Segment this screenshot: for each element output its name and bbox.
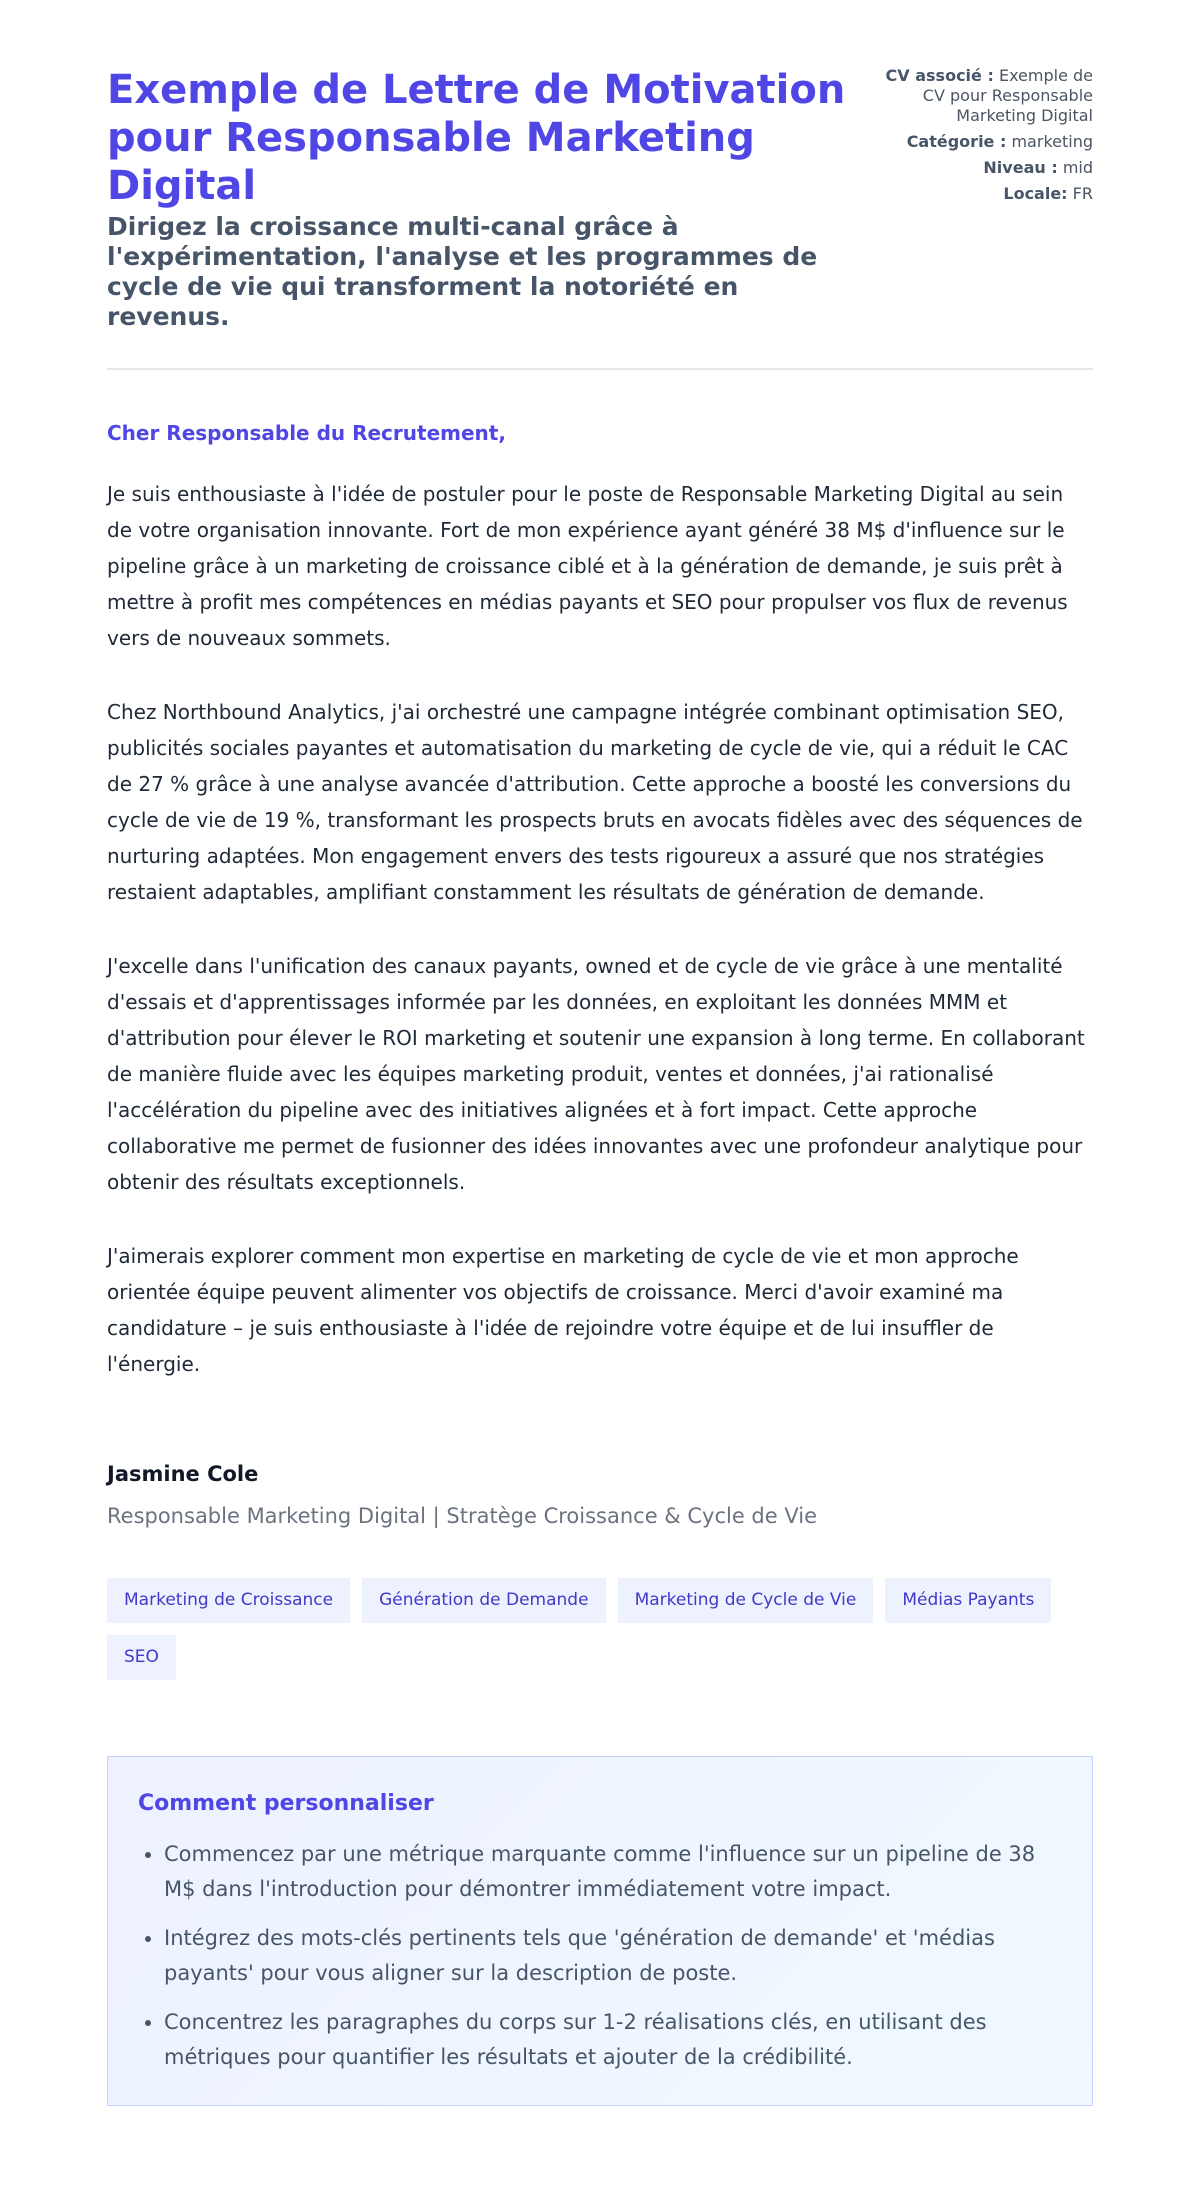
skill-tag: Marketing de Croissance (107, 1578, 350, 1623)
meta-cv (873, 66, 1093, 126)
meta-locale (873, 184, 1093, 204)
tip-item: • Intégrez des mots-clés pertinents tels que 'génération de demande' et 'médias payants' pour vous aligner sur la description de poste. (164, 1921, 1062, 1991)
meta-category-label: Catégorie : (906, 132, 1007, 151)
meta-locale-value: FR (1072, 184, 1093, 203)
customization-tips-box (107, 1756, 1093, 2106)
meta-cv-value[interactable]: Exemple de CV pour Responsable Marketing Digital (922, 66, 1093, 125)
skill-tag: Marketing de Cycle de Vie (618, 1578, 874, 1623)
document-header (107, 0, 1093, 370)
tip-item: • Commencez par une métrique marquante comme l'influence sur un pipeline de 38 M$ dans l'introduction pour démontrer immédiatement votre impact. (164, 1837, 1062, 1907)
header-left (107, 66, 847, 332)
letter-paragraph-3: J'excelle dans l'unification des canaux payants, owned et de cycle de vie grâce à une mentalité d'essais et d'apprentissages informée par les données, en exploitant les données MMM et d'attribution pour élever le ROI marketing et soutenir une expansion à long terme. En collaborant de manière fluide avec les équipes marketing produit, ventes et données, j'ai rationalisé l'accélération du pipeline avec des initiatives alignées et à fort impact. Cette approche collaborative me permet de fusionner des idées innovantes avec une profondeur analytique pour obtenir des résultats exceptionnels. (107, 954, 1085, 1194)
signature-name: Jasmine Cole (107, 1462, 259, 1486)
signature-title: Responsable Marketing Digital | Stratège Croissance & Cycle de Vie (107, 1504, 818, 1528)
meta-level-label: Niveau : (983, 158, 1058, 177)
letter-salutation: Cher Responsable du Recrutement, (107, 421, 506, 445)
letter-paragraph-4: J'aimerais explorer comment mon expertise en marketing de cycle de vie et mon approche orientée équipe peuvent alimenter vos objectifs de croissance. Merci d'avoir examiné ma candidature – je suis enthousiaste à l'idée de rejoindre votre équipe et de lui insuffler de l'énergie. (107, 1244, 1019, 1376)
letter-paragraph-2: Chez Northbound Analytics, j'ai orchestré une campagne intégrée combinant optimisation SEO, publicités sociales payantes et automatisation du marketing de cycle de vie, qui a réduit le CAC de 27 % grâce à une analyse avancée d'attribution. Cette approche a boosté les conversions du cycle de vie de 19 %, transformant les prospects bruts en avocats fidèles avec des séquences de nurturing adaptées. Mon engagement envers des tests rigoureux a assuré que nos stratégies restaient adaptables, amplifiant constamment les résultats de génération de demande. (107, 700, 1083, 904)
page-subtitle: Dirigez la croissance multi-canal grâce à l'expérimentation, l'analyse et les programmes de cycle de vie qui transforment la notoriété en revenus. (107, 212, 818, 331)
meta-locale-label: Locale: (1003, 184, 1068, 203)
letter-paragraph-1: Je suis enthousiaste à l'idée de postuler pour le poste de Responsable Marketing Digital au sein de votre organisation innovante. Fort de mon expérience ayant généré 38 M$ d'influence sur le pipeline grâce à un marketing de croissance ciblé et à la génération de demande, je suis prêt à mettre à profit mes compétences en médias payants et SEO pour propulser vos flux de revenus vers de nouveaux sommets. (107, 482, 1068, 650)
meta-category (873, 132, 1093, 152)
meta-category-value: marketing (1011, 132, 1093, 151)
tips-list (138, 1837, 1062, 2075)
skill-tag: Médias Payants (885, 1578, 1051, 1623)
meta-cv-label: CV associé : (885, 66, 994, 85)
meta-level (873, 158, 1093, 178)
tip-item: • Concentrez les paragraphes du corps sur 1-2 réalisations clés, en utilisant des métriques pour quantifier les résultats et ajouter de la crédibilité. (164, 2005, 1062, 2075)
metadata-panel (873, 66, 1093, 210)
skill-tag: SEO (107, 1635, 176, 1680)
tips-title: Comment personnaliser (138, 1791, 434, 1816)
skill-tags (107, 1578, 1107, 1692)
skill-tag: Génération de Demande (362, 1578, 605, 1623)
page-title: Exemple de Lettre de Motivation pour Responsable Marketing Digital (107, 67, 846, 209)
meta-level-value: mid (1062, 158, 1093, 177)
